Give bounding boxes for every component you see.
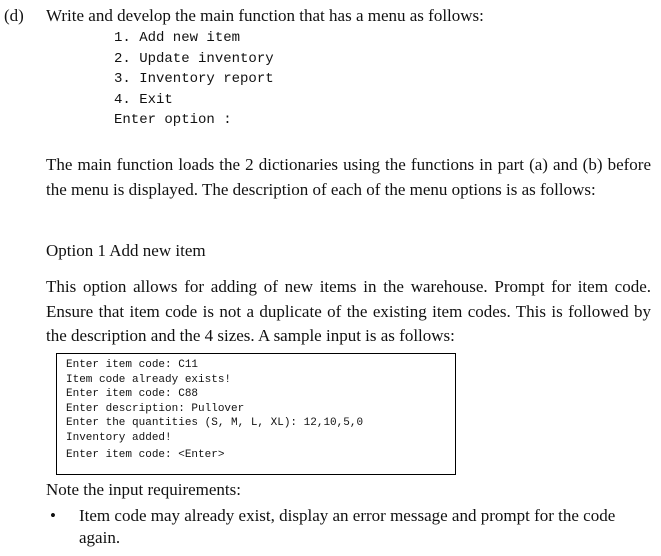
sample-line: Inventory added!: [66, 431, 172, 444]
sample-line-last: Enter item code: <Enter>: [66, 448, 225, 461]
note-heading: Note the input requirements:: [46, 480, 241, 499]
part-label: (d): [4, 6, 24, 25]
sample-input-box: [56, 353, 456, 475]
sample-line: Enter the quantities (S, M, L, XL): 12,10,5,0: [66, 417, 364, 429]
sample-line: Item code already exists!: [66, 373, 232, 386]
paragraph-option1: This option allows for adding of new items in the warehouse. Prompt for item code. Ensure that item code is not a duplicate of the existing item codes. This is followed by the description and the 4 sizes. A sample input is as follows:: [46, 277, 651, 345]
menu-item-exit: 4. Exit: [114, 91, 173, 108]
bullet-item: Item code may already exist, display an error message and prompt for the code again.: [79, 506, 616, 547]
menu-prompt: Enter option :: [114, 112, 232, 128]
menu-item-update: 2. Update inventory: [114, 50, 274, 67]
menu-item-add: 1. Add new item: [114, 30, 241, 46]
sample-line: Enter item code: C88: [66, 388, 199, 400]
intro-text: Write and develop the main function that has a menu as follows:: [46, 6, 484, 25]
bullet-dot-icon: •: [50, 506, 56, 525]
sample-line: Enter item code: C11: [66, 359, 199, 371]
menu-item-report: 3. Inventory report: [114, 71, 274, 87]
menu-listing: [114, 28, 274, 131]
sample-line: Enter description: Pullover: [66, 402, 245, 415]
paragraph-main-function: The main function loads the 2 dictionaries using the functions in part (a) and (b) before the menu is displayed. The description of each of the menu options is as follows:: [46, 155, 651, 199]
option1-heading: Option 1 Add new item: [46, 241, 206, 260]
